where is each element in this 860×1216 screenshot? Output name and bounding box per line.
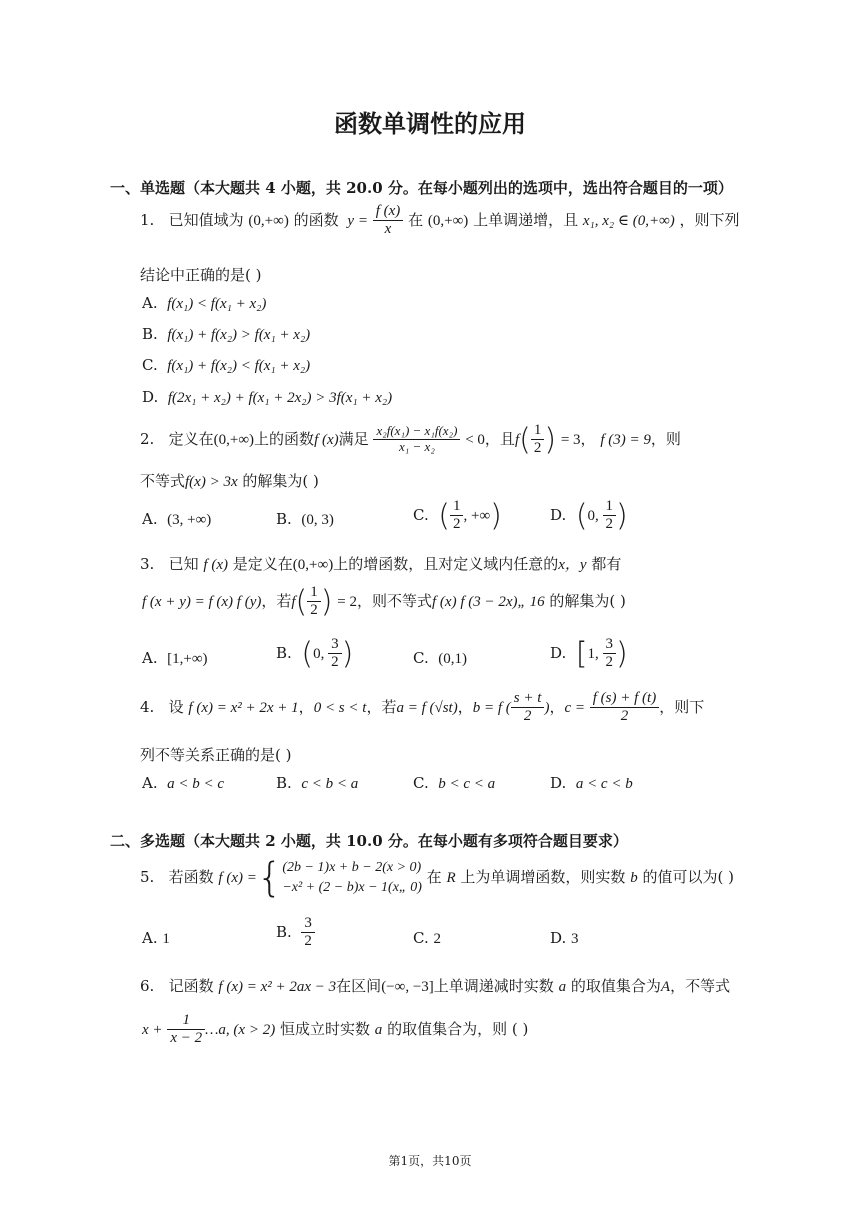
question-5-option-a[interactable] xyxy=(142,929,170,948)
question-text: 是定义在 xyxy=(232,555,293,573)
question-text: ，若 xyxy=(366,697,397,716)
question-text: 的取值集合为，则 ( ) xyxy=(387,1019,529,1038)
fraction-numerator: 1 xyxy=(307,584,321,602)
math-interval: (−∞, −3] xyxy=(381,979,434,995)
math-f: f xyxy=(514,431,520,448)
punct: ， xyxy=(580,429,596,448)
option-text: (0, 3) xyxy=(301,512,334,528)
question-5-option-b[interactable] xyxy=(276,915,315,951)
question-text: 已知 xyxy=(168,555,199,573)
question-number: 6. xyxy=(140,977,155,995)
question-text: 上单调递增，且 xyxy=(473,210,579,229)
question-text: ，若 xyxy=(261,591,292,610)
math-interval: (0,+∞) xyxy=(427,212,469,229)
option-text: 1 xyxy=(162,931,170,947)
question-text: 在区间 xyxy=(336,977,382,995)
question-text: 恒成立时实数 xyxy=(279,1019,370,1038)
section-heading-single-choice: 一、单选题（本大题共 4 小题，共 20.0 分。在每小题列出的选项中，选出符合题目的一项） xyxy=(110,179,733,197)
option-text: (3, +∞) xyxy=(167,512,212,528)
option-label: D. xyxy=(550,505,567,524)
question-text: 上为单调增函数，则实数 xyxy=(460,868,626,886)
question-1-line-1 xyxy=(140,203,740,239)
math-f: f xyxy=(291,593,296,610)
fraction-denominator: 2 xyxy=(331,654,339,671)
question-text: 在 xyxy=(408,210,424,229)
option-text: c < b < a xyxy=(301,776,359,792)
question-text: ，则不等式 xyxy=(356,591,432,610)
question-1-option-b[interactable] xyxy=(142,325,310,344)
section-heading-multiple-choice: 二、多选题（本大题共 2 小题，共 10.0 分。在每小题有多项符合题目要求） xyxy=(110,832,628,850)
paren-left: ( xyxy=(519,422,531,458)
question-6-line-1 xyxy=(140,975,730,996)
fraction-denominator: 2 xyxy=(620,708,629,725)
question-text: 定义在 xyxy=(168,429,214,448)
math-inequality: < 0 xyxy=(465,431,485,448)
fraction-numerator: 3 xyxy=(301,915,315,933)
question-text: 不等式 xyxy=(140,472,186,490)
option-text: f(x₁) < f(x₁ + x₂) xyxy=(167,296,267,312)
option-label: B. xyxy=(276,922,292,941)
question-1-option-c[interactable] xyxy=(142,356,310,375)
question-2-option-a[interactable] xyxy=(142,510,211,529)
question-4-option-b[interactable] xyxy=(276,774,358,793)
question-2-option-b[interactable] xyxy=(276,510,334,529)
question-1-option-d[interactable] xyxy=(142,388,392,407)
question-text: 若函数 xyxy=(168,868,214,886)
paren-left: ( xyxy=(295,584,308,620)
option-text: 2 xyxy=(433,931,441,947)
question-4-option-c[interactable] xyxy=(413,774,495,793)
option-label: B. xyxy=(142,325,158,343)
fraction-denominator: 2 xyxy=(533,440,542,457)
math-eq: = 3 xyxy=(560,431,581,448)
math-a: a xyxy=(374,1021,383,1038)
punct: ， xyxy=(457,697,473,716)
option-label: C. xyxy=(142,356,158,374)
math-R: R xyxy=(446,870,456,886)
math-fx: f (x) = xyxy=(218,870,257,886)
math-vars: x，y xyxy=(558,557,587,573)
question-number: 3. xyxy=(140,555,155,573)
question-4-line-2: 列不等关系正确的是( ) xyxy=(140,746,292,764)
fraction-numerator: f (x) xyxy=(373,203,404,221)
question-number: 5. xyxy=(140,868,155,886)
math-domain: (0,+∞) xyxy=(292,557,334,573)
question-3-option-d[interactable] xyxy=(550,636,628,672)
option-label: D. xyxy=(550,929,567,947)
option-text: a < c < b xyxy=(575,776,633,792)
math-fx: f (x) xyxy=(314,431,339,448)
question-text: 上的增函数，且对定义域内任意的 xyxy=(333,555,559,573)
question-text: 都有 xyxy=(591,555,622,573)
math-b: b xyxy=(630,870,638,886)
option-label: D. xyxy=(142,388,159,406)
question-5-option-c[interactable] xyxy=(413,929,441,948)
option-text: , +∞ xyxy=(463,507,491,524)
math-a: a xyxy=(558,979,567,995)
fraction-denominator: 2 xyxy=(523,708,532,725)
question-6-line-2 xyxy=(142,1012,528,1048)
question-text: 满足 xyxy=(338,429,369,448)
math-A: A xyxy=(660,979,671,995)
math-fraction xyxy=(603,636,617,672)
math-fraction xyxy=(590,690,659,726)
question-text: 的取值集合为 xyxy=(570,977,661,995)
question-3-option-a[interactable] xyxy=(142,649,208,668)
question-1-option-a[interactable] xyxy=(142,294,266,313)
math-range: (0,+∞) xyxy=(248,212,289,229)
paren-left: ( xyxy=(438,498,450,534)
option-text: 3 xyxy=(571,931,579,947)
fraction-denominator: x − 2 xyxy=(170,1030,203,1047)
math-inequality: f(x) > 3x xyxy=(185,474,238,490)
option-label: B. xyxy=(276,774,292,792)
fraction-numerator: 1 xyxy=(603,498,617,516)
case-2: −x² + (2 − b)x − 1(x„ 0) xyxy=(282,880,422,895)
math-eq: = 2 xyxy=(337,593,357,610)
question-text: 上单调递减时实数 xyxy=(433,977,554,995)
question-5-option-d[interactable] xyxy=(550,929,579,948)
question-text: ，则下 xyxy=(659,697,705,716)
fraction-denominator: 2 xyxy=(310,602,318,619)
option-label: A. xyxy=(142,929,158,947)
brace-icon: { xyxy=(256,855,283,901)
math-cases xyxy=(282,858,422,898)
math-b-def: b = f ( xyxy=(472,699,511,716)
paren-right: ) xyxy=(320,584,333,620)
page-footer: 第1页，共10页 xyxy=(388,1154,472,1168)
math-fraction xyxy=(328,636,342,672)
math-domain: (0,+∞) xyxy=(213,431,255,448)
question-3-option-b[interactable] xyxy=(276,636,353,672)
question-2-option-d[interactable] xyxy=(550,498,628,534)
question-text: 已知值域为 xyxy=(168,210,244,229)
fraction-numerator: 1 xyxy=(450,498,464,516)
question-number: 1. xyxy=(140,210,155,229)
question-2-line-1 xyxy=(140,422,681,458)
math-fraction xyxy=(167,1012,205,1048)
question-number: 2. xyxy=(140,429,155,448)
math-condition: …a, (x > 2) xyxy=(205,1021,276,1038)
paren-right: ) xyxy=(616,498,628,534)
question-number: 4. xyxy=(140,697,155,716)
math-y-eq: y = xyxy=(347,212,368,229)
option-text: 1, xyxy=(587,645,603,662)
fraction-numerator: 1 xyxy=(531,422,545,440)
math-function-def: f (x) = x² + 2x + 1 xyxy=(188,699,299,716)
fraction-numerator: x₂f(x₁) − x₁f(x₂) xyxy=(373,424,460,440)
punct: ， xyxy=(298,697,314,716)
math-fraction xyxy=(301,915,315,951)
math-fraction xyxy=(373,424,460,455)
option-label: A. xyxy=(142,649,158,667)
option-text: f(x₁) + f(x₂) < f(x₁ + x₂) xyxy=(167,358,311,374)
fraction-numerator: 1 xyxy=(167,1012,205,1030)
question-text: 的函数 xyxy=(293,210,339,229)
math-c-def: c = xyxy=(564,699,585,716)
fraction-denominator: x xyxy=(384,221,392,238)
option-text: (0,1) xyxy=(438,651,468,667)
math-paren: ) xyxy=(544,699,550,716)
option-label: A. xyxy=(142,510,158,528)
paren-right: ) xyxy=(544,422,557,458)
math-half xyxy=(307,584,321,620)
fraction-denominator: 2 xyxy=(304,933,312,950)
question-text: 记函数 xyxy=(168,977,214,995)
question-3-option-c[interactable] xyxy=(413,649,467,668)
option-label: A. xyxy=(142,294,158,312)
math-half xyxy=(603,498,617,534)
fraction-numerator: 3 xyxy=(328,636,342,654)
fraction-denominator: 2 xyxy=(605,516,614,533)
math-function-def: f (x) = x² + 2ax − 3 xyxy=(218,979,337,995)
option-label: C. xyxy=(413,774,429,792)
option-text: [1,+∞) xyxy=(167,651,208,667)
paren-left: ( xyxy=(301,636,314,672)
question-2-option-c[interactable] xyxy=(413,498,502,534)
math-a-def: a = f (√st) xyxy=(396,699,458,716)
fraction-numerator: 3 xyxy=(603,636,617,654)
fraction-denominator: 2 xyxy=(452,516,461,533)
math-fraction xyxy=(373,203,404,239)
option-label: B. xyxy=(276,643,292,662)
math-functional-equation: f (x + y) = f (x) f (y) xyxy=(142,593,262,610)
math-condition: x₁, x₂ ∈ (0,+∞) xyxy=(582,212,675,229)
fraction-denominator: x₁ − x₂ xyxy=(399,439,435,455)
question-4-option-a[interactable] xyxy=(142,774,224,793)
math-f3: f (3) = 9 xyxy=(600,431,651,448)
option-label: C. xyxy=(413,505,429,524)
question-text: 的解集为( ) xyxy=(242,472,319,490)
bracket-left: [ xyxy=(575,636,588,672)
punct: ， xyxy=(549,697,565,716)
math-x-plus: x + xyxy=(142,1021,163,1038)
option-label: D. xyxy=(550,643,567,662)
option-text: 0, xyxy=(587,507,603,524)
option-text: f(2x₁ + x₂) + f(x₁ + 2x₂) > 3f(x₁ + x₂) xyxy=(167,390,393,406)
question-2-line-2 xyxy=(140,470,319,491)
page-title: 函数单调性的应用 xyxy=(334,109,526,138)
fraction-numerator: s + t xyxy=(511,690,545,708)
question-5-line-1 xyxy=(140,855,734,901)
fraction-denominator: 2 xyxy=(605,654,614,671)
math-inequality: f (x) f (3 − 2x)„ 16 xyxy=(432,593,545,610)
math-half xyxy=(450,498,464,534)
math-fraction xyxy=(511,690,545,726)
option-label: A. xyxy=(142,774,158,792)
option-text: a < b < c xyxy=(167,776,225,792)
question-text: ，不等式 xyxy=(670,977,731,995)
question-3-line-1 xyxy=(140,553,621,574)
math-fx: f (x) xyxy=(203,557,228,573)
question-text: ，且 xyxy=(484,429,515,448)
question-text: ，则下列 xyxy=(679,210,740,229)
question-text: ，则 xyxy=(650,429,681,448)
paren-right: ) xyxy=(616,636,628,672)
paren-right: ) xyxy=(490,498,502,534)
option-label: D. xyxy=(550,774,567,792)
question-text: 的值可以为( ) xyxy=(642,868,734,886)
question-4-option-d[interactable] xyxy=(550,774,633,793)
option-label: B. xyxy=(276,510,292,528)
paren-left: ( xyxy=(575,498,588,534)
fraction-numerator: f (s) + f (t) xyxy=(590,690,659,708)
question-text: 的解集为( ) xyxy=(549,591,626,610)
case-1: (2b − 1)x + b − 2(x > 0) xyxy=(282,860,422,875)
question-1-line-2: 结论中正确的是( ) xyxy=(140,266,262,284)
option-label: C. xyxy=(413,929,429,947)
option-text: 0, xyxy=(313,645,329,662)
math-half xyxy=(531,422,545,458)
question-text: 设 xyxy=(168,697,184,716)
option-text: f(x₁) + f(x₂) > f(x₁ + x₂) xyxy=(167,327,311,343)
math-condition: 0 < s < t xyxy=(313,699,367,716)
paren-right: ) xyxy=(341,636,354,672)
question-4-line-1 xyxy=(140,690,704,726)
question-text: 上的函数 xyxy=(254,429,315,448)
question-3-line-2 xyxy=(142,584,626,620)
option-text: b < c < a xyxy=(438,776,496,792)
question-text: 在 xyxy=(426,868,442,886)
option-label: C. xyxy=(413,649,429,667)
